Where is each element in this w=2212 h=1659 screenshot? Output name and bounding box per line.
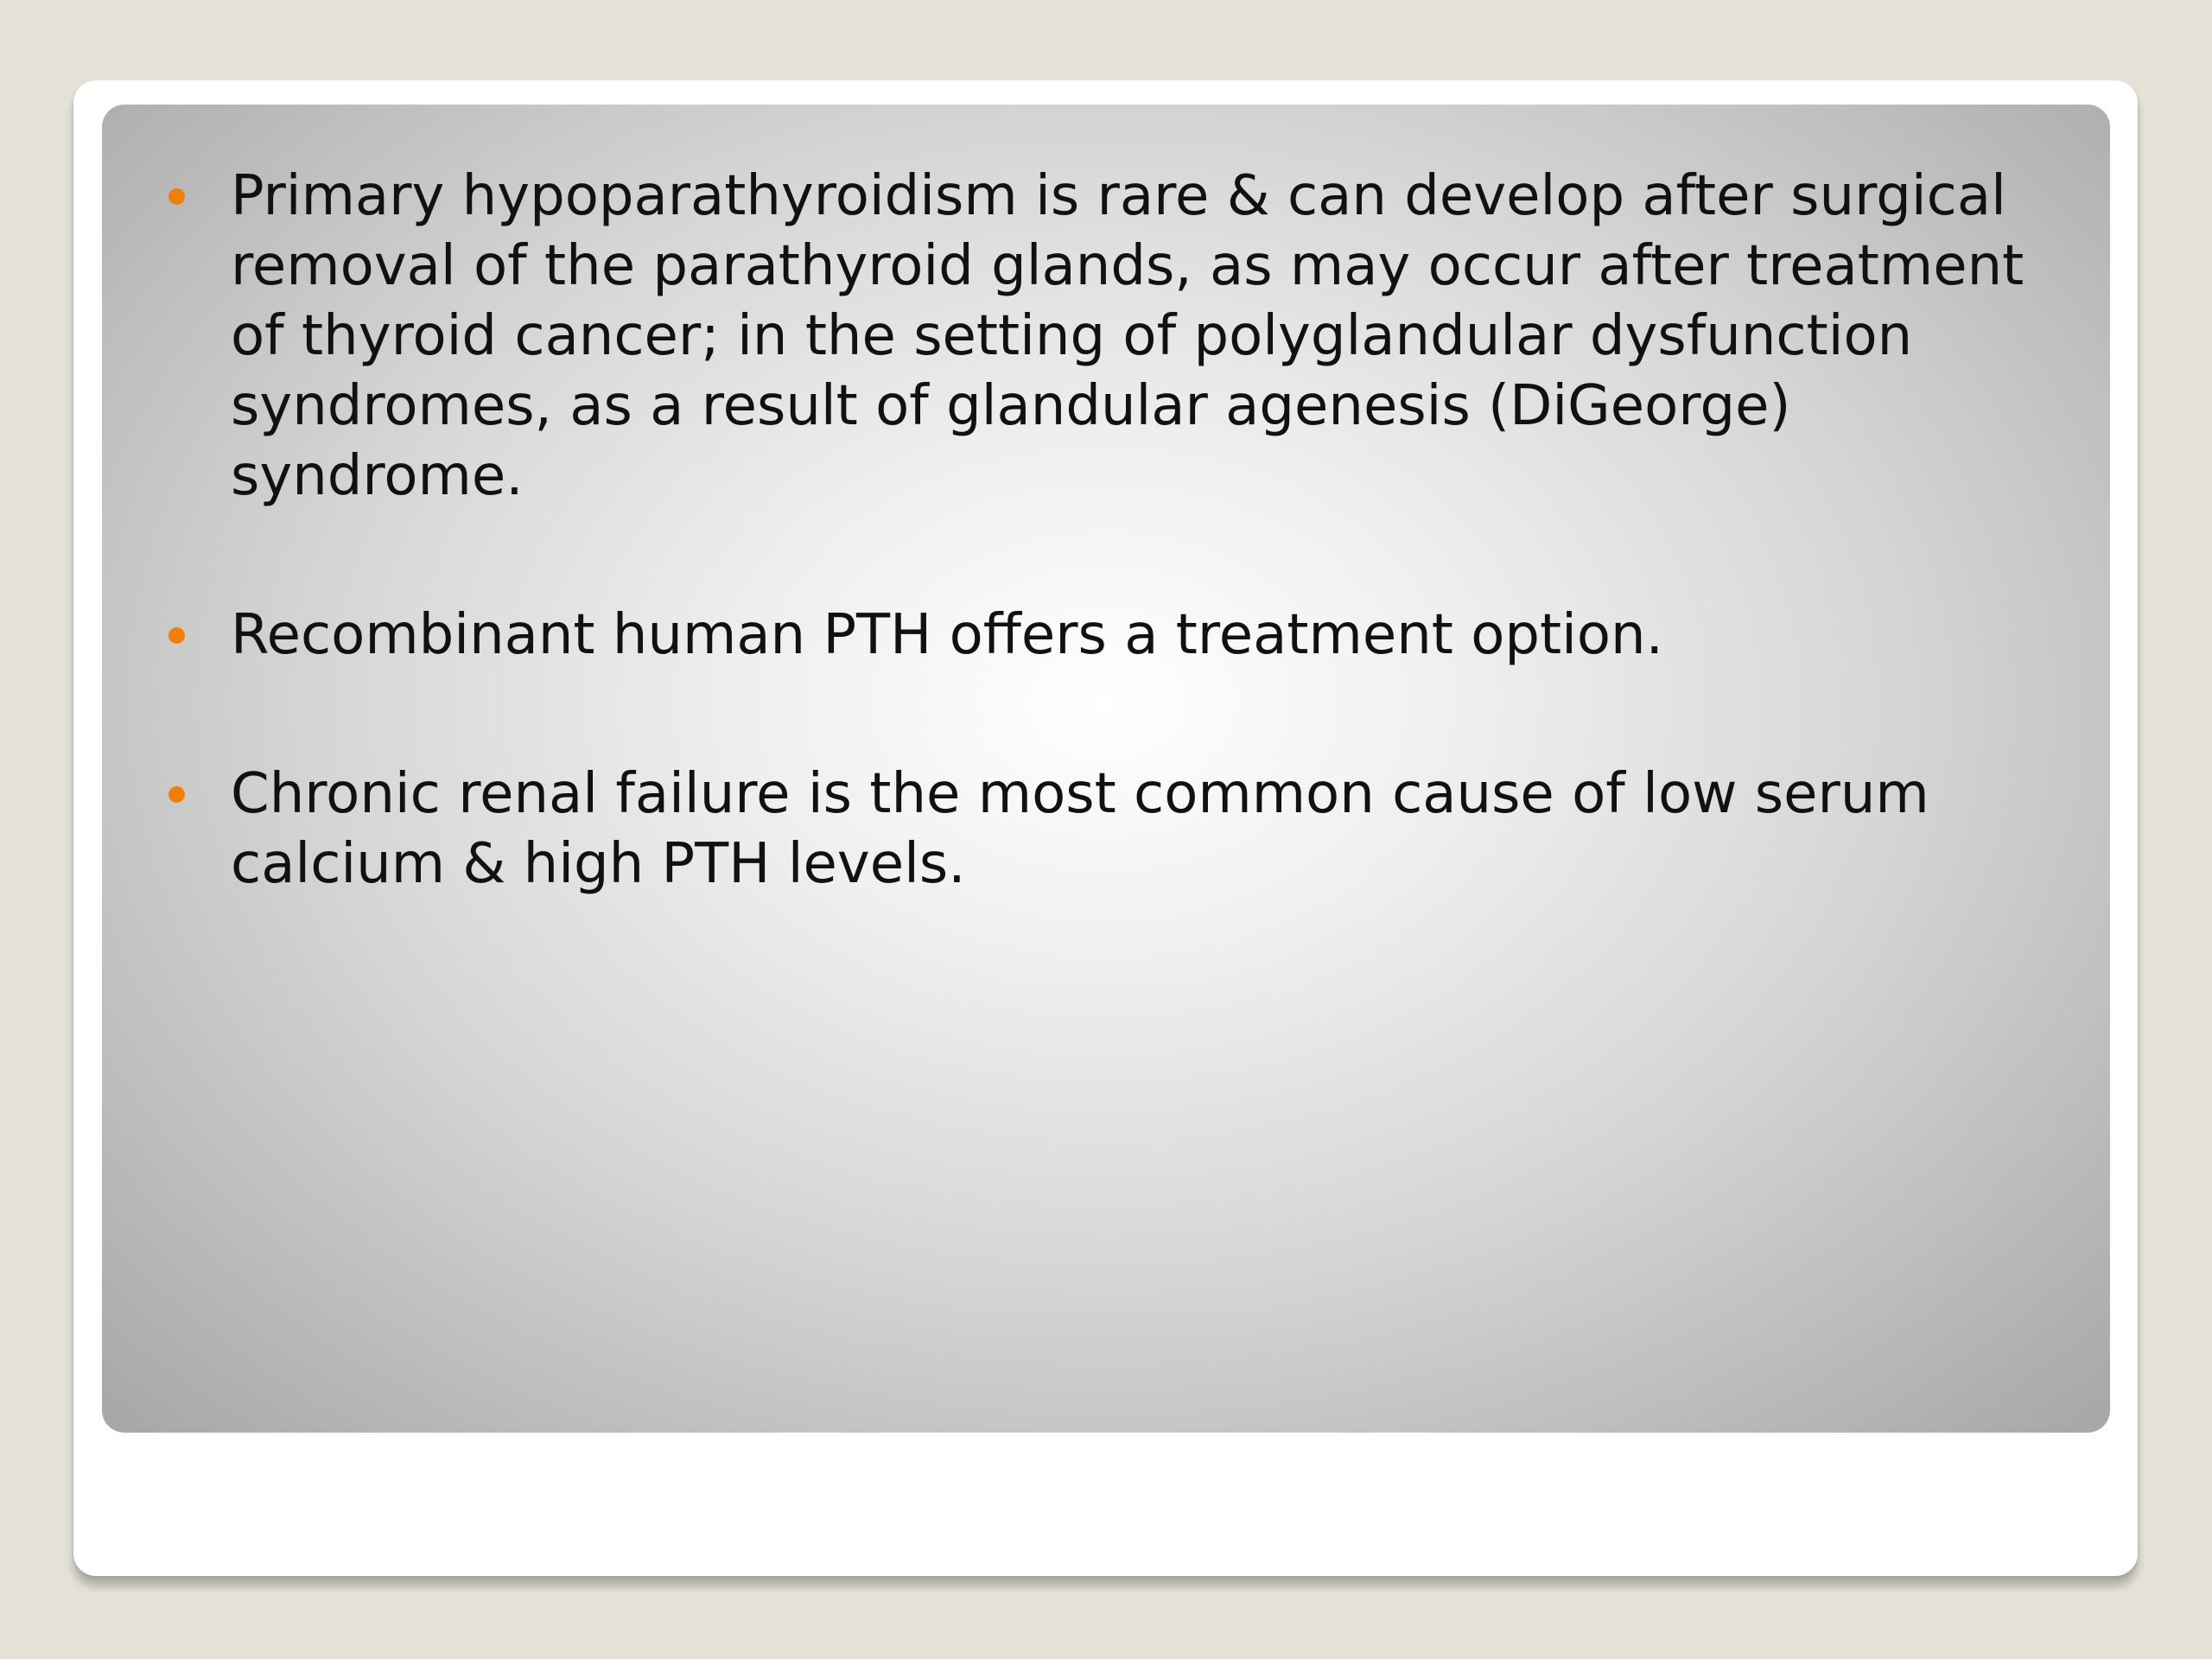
bullet-text: Recombinant human PTH offers a treatment option. bbox=[231, 603, 1663, 667]
bullet-dot-icon bbox=[168, 786, 185, 803]
bullet-text: Chronic renal failure is the most common cause of low serum calcium & high PTH levels. bbox=[231, 762, 1929, 896]
bullet-text: Primary hypoparathyroidism is rare & can develop after surgical removal of the parathyroid glands, as may occur after treatment of thyroid cancer; in the setting of polyglandular dysfunction syndromes, as a result of glandular agenesis (DiGeorge) syndrome. bbox=[231, 164, 2024, 508]
bullet-dot-icon bbox=[168, 188, 185, 205]
content-panel bbox=[102, 105, 2110, 1433]
bullet-dot-icon bbox=[168, 627, 185, 644]
